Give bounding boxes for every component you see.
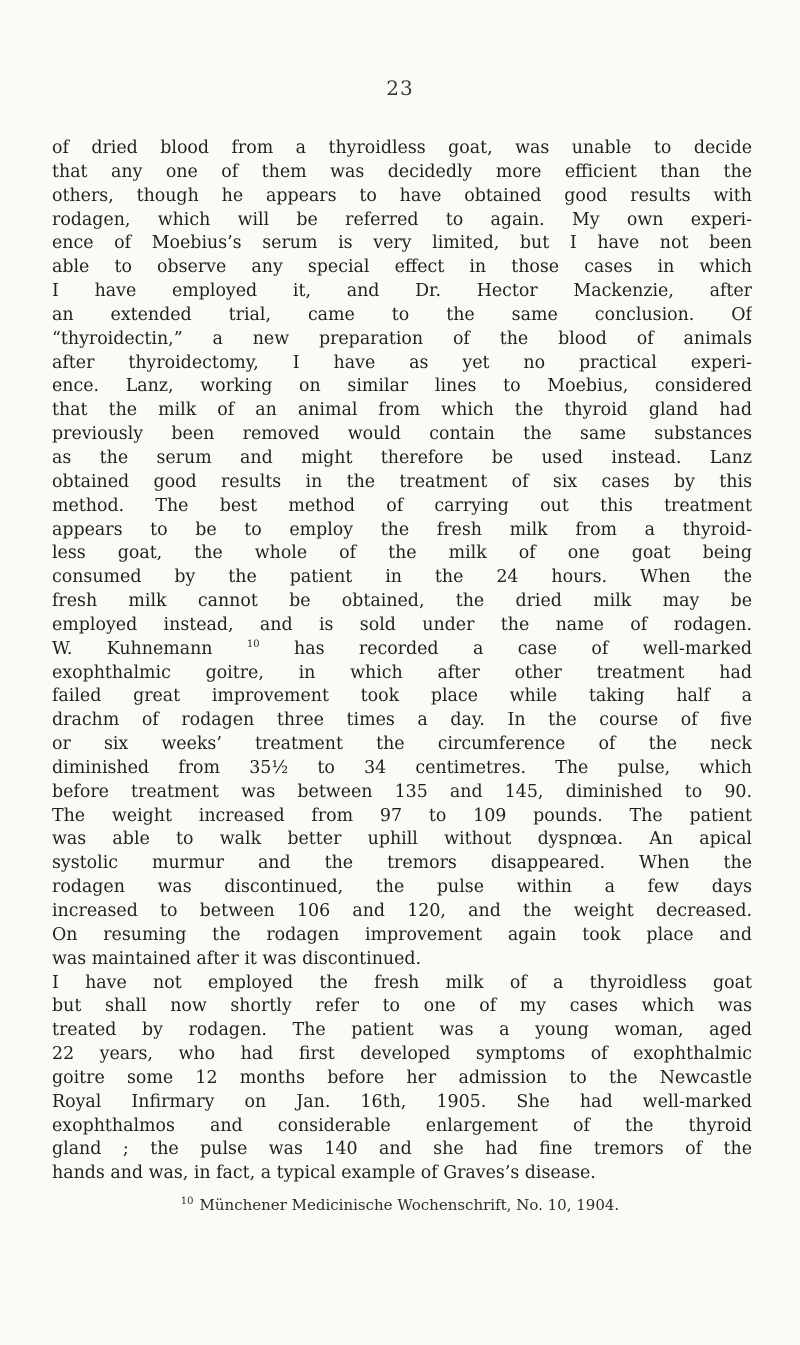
text-line-20: fresh milk cannot be obtained, the dried milk may be [52,591,752,612]
text-line-10: after thyroidectomy, I have as yet no practical experi- [52,352,752,373]
text-line-5: ence of Moebius’s serum is very limited, but I have not been [52,233,752,254]
text-line-21: employed instead, and is sold under the name of rodagen. [52,614,752,635]
text-line-35: was maintained after it was discontinued. [52,948,422,969]
text-line-6: able to observe any special effect in those cases in which [52,257,752,278]
text-line-25: drachm of rodagen three times a day. In the course of five [52,710,752,731]
text-line-12: that the milk of an animal from which the thyroid gland had [52,400,752,421]
text-line-32: rodagen was discontinued, the pulse within a few days [52,877,752,898]
footnote-number: 10 [180,1196,194,1207]
text-line-40: goitre some 12 months before her admission to the Newcastle [52,1067,752,1088]
text-line-13: previously been removed would contain the same substances [52,424,752,445]
text-line-33: increased to between 106 and 120, and the weight decreased. [52,901,752,921]
text-line-37: but shall now shortly refer to one of my cases which was [52,996,752,1017]
page-number: 23 [386,76,414,100]
text-line-41: Royal Infirmary on Jan. 16th, 1905. She had well-marked [52,1091,752,1112]
text-line-38: treated by rodagen. The patient was a young woman, aged [52,1020,752,1041]
text-line-31: systolic murmur and the tremors disappeared. When the [52,853,752,874]
text-line-2: that any one of them was decidedly more efficient than the [52,161,752,182]
text-line-17: appears to be to employ the fresh milk from a thyroid- [52,519,752,540]
text-line-42: exophthalmos and considerable enlargement of the thyroid [52,1115,752,1136]
text-line-22 [52,638,752,662]
footnote-text: Münchener Medicinische Wochenschrift, No. 10, 1904. [199,1196,620,1214]
text-line-29: The weight increased from 97 to 109 pounds. The patient [52,805,752,826]
text-line-24: failed great improvement took place while taking half a [52,686,752,707]
text-line-44: hands and was, in fact, a typical example of Graves’s disease. [52,1163,596,1184]
text-line-1: of dried blood from a thyroidless goat, was unable to decide [52,138,752,158]
text-line-30: was able to walk better uphill without dyspnœa. An apical [52,829,752,850]
footnote-reference: 10 [246,638,260,650]
text-line-15: obtained good results in the treatment of six cases by this [52,471,752,492]
text-line-22-content: W. Kuhnemann $^{10}$ has recorded a case of well-marked [52,638,752,659]
text-line-43: gland ; the pulse was 140 and she had fine tremors of the [52,1139,752,1160]
text-line-34: On resuming the rodagen improvement again took place and [52,924,752,945]
text-line-23: exophthalmic goitre, in which after other treatment had [52,662,752,683]
text-line-8: an extended trial, came to the same conclusion. Of [52,304,752,325]
text-line-19: consumed by the patient in the 24 hours. When the [52,567,752,588]
text-line-28: before treatment was between 135 and 145, diminished to 90. [52,781,752,802]
text-line-18: less goat, the whole of the milk of one goat being [52,543,752,564]
text-line-11: ence. Lanz, working on similar lines to Moebius, considered [52,376,752,397]
body-text [52,137,752,1186]
text-line-9: “thyroidectin,” a new preparation of the blood of animals [52,328,752,349]
text-line-4: rodagen, which will be referred to again. My own experi- [52,209,752,230]
text-line-36: I have not employed the fresh milk of a thyroidless goat [52,972,752,993]
text-line-39: 22 years, who had first developed symptoms of exophthalmic [52,1044,752,1065]
text-line-27: diminished from 35½ to 34 centimetres. The pulse, which [52,757,752,778]
text-line-7: I have employed it, and Dr. Hector Mackenzie, after [52,281,752,302]
footnote [0,1196,800,1214]
text-line-3: others, though he appears to have obtained good results with [52,185,752,206]
text-line-26: or six weeks’ treatment the circumference of the neck [52,734,752,755]
text-line-16: method. The best method of carrying out this treatment [52,495,752,516]
text-line-14: as the serum and might therefore be used instead. Lanz [52,447,752,468]
